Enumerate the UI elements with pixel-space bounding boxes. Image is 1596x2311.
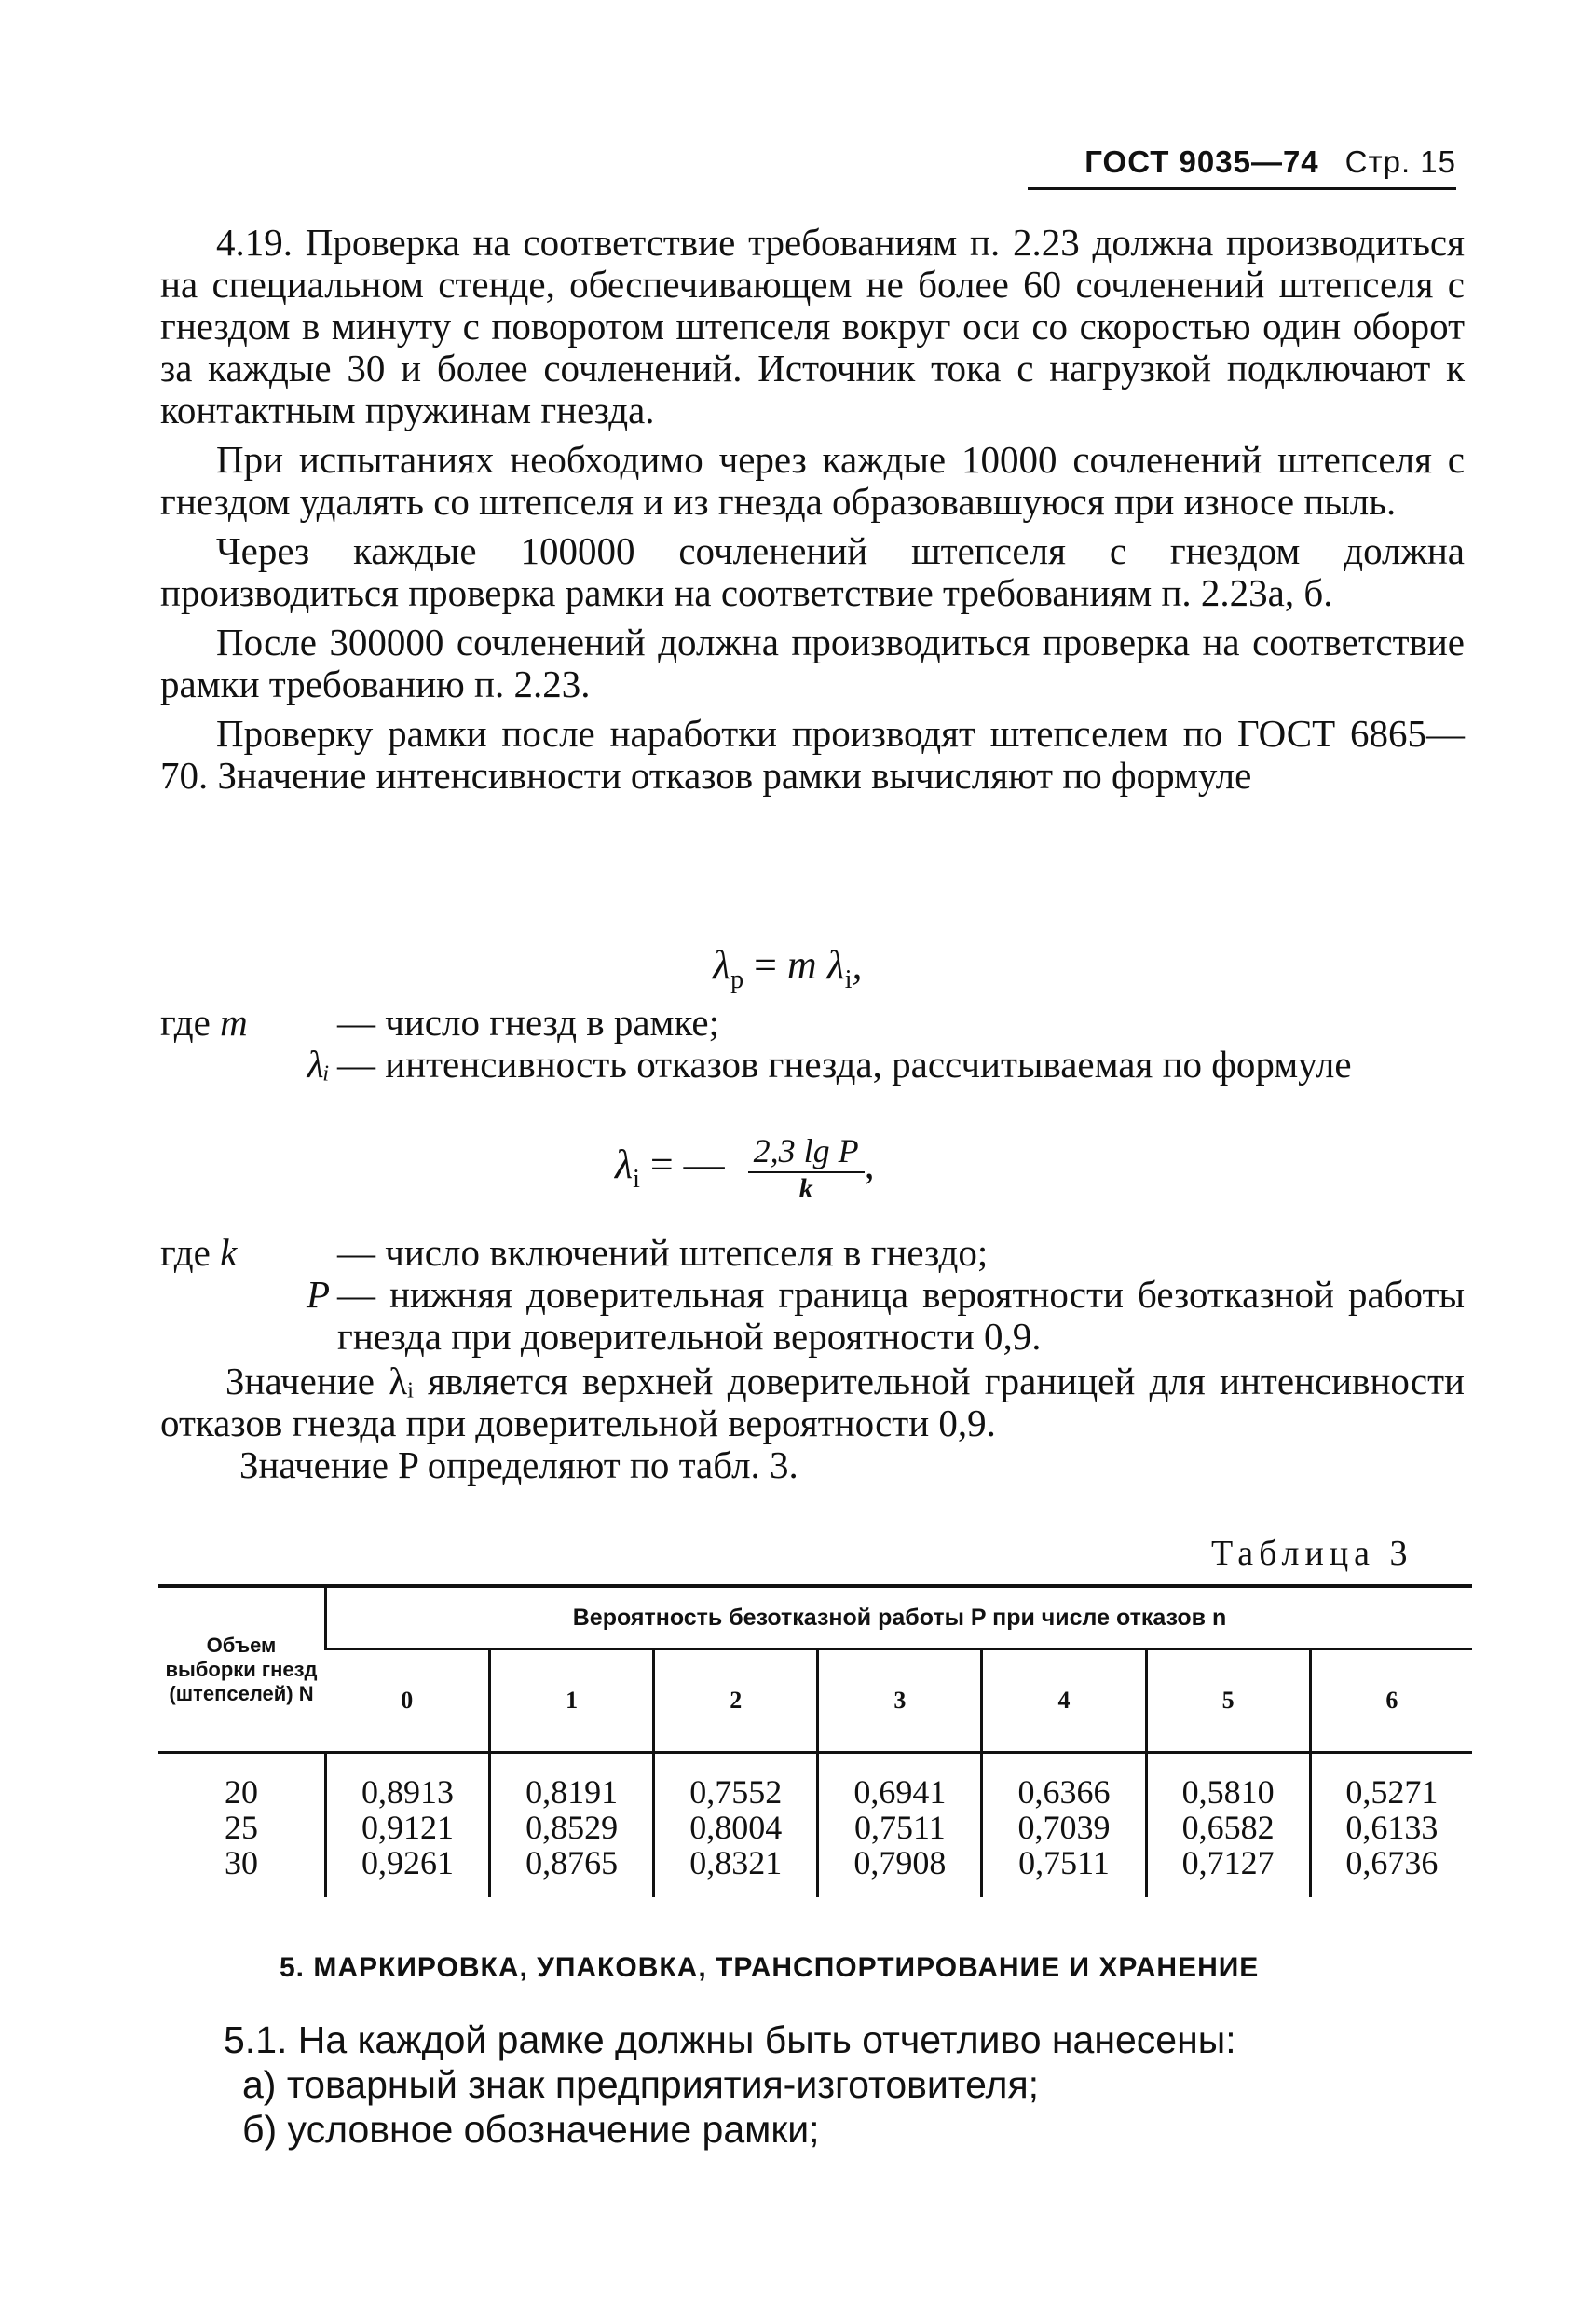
probability-cell: 0,5271 <box>1310 1753 1472 1811</box>
page-number: Стр. 15 <box>1344 144 1456 179</box>
probability-cell: 0,6133 <box>1310 1810 1472 1845</box>
formula2-lhs: λ <box>615 1142 634 1188</box>
page-header <box>1028 144 1456 190</box>
probability-cell: 0,6941 <box>818 1753 982 1811</box>
probability-cell: 0,8913 <box>326 1753 490 1811</box>
definition-m <box>160 1002 1465 1044</box>
probability-cell: 0,8321 <box>654 1845 818 1897</box>
section-title: 5. МАРКИРОВКА, УПАКОВКА, ТРАНСПОРТИРОВАНИЕ И ХРАНЕНИЕ <box>280 1952 1260 1983</box>
formula2-denominator: k <box>798 1173 813 1204</box>
paragraph-frame-check: Через каждые 100000 сочленений штепселя с гнездом должна производиться проверка рамки на соответствие требованиям п. 2.23а, б. <box>160 529 1465 614</box>
formula1-tail: , <box>852 942 863 988</box>
def-symbol: k <box>220 1231 238 1274</box>
paragraph-upper-bound: Значение λᵢ является верхней доверительной границей для интенсивности отказов гнезда при доверительной вероятности 0,9. <box>160 1360 1465 1444</box>
sample-size-cell: 30 <box>225 1844 258 1881</box>
definition-p <box>160 1274 1465 1358</box>
formula2-numerator: 2,3 lg P <box>748 1132 865 1173</box>
paragraph-table-ref: Значение P определяют по табл. 3. <box>239 1443 798 1486</box>
group-header: Вероятность безотказной работы P при числе отказов n <box>326 1586 1473 1649</box>
sample-size-cell: 20 <box>158 1753 326 1811</box>
probability-cell: 0,7511 <box>982 1845 1146 1897</box>
table-row <box>158 1810 1472 1845</box>
probability-cell: 0,8004 <box>654 1810 818 1845</box>
formula1-lhs-sub: р <box>730 965 744 994</box>
def-symbol: P <box>306 1273 330 1316</box>
definitions-1 <box>160 1002 1465 1086</box>
def-lead: где <box>160 1231 211 1274</box>
paragraph-4-19: 4.19. Проверка на соответствие требованиям п. 2.23 должна производиться на специальном стенде, обеспечивающем не более 60 сочленений штепселя с гнездом в минуту с поворотом штепселя вокруг оси со скоростью один оборот за каждые 30 и более сочленений. Источник тока с нагрузкой подключают к контактным пружинам гнезда. <box>160 221 1465 431</box>
sample-size-cell: 25 <box>225 1809 258 1846</box>
column-header: 4 <box>982 1649 1146 1753</box>
column-header: 1 <box>490 1649 654 1753</box>
row-header: Объем выборки гнезд (штепселей) N <box>158 1586 326 1753</box>
probability-cell: 0,9121 <box>326 1810 490 1845</box>
formula-socket-failure-rate <box>615 1132 875 1205</box>
probability-table <box>158 1584 1472 1897</box>
formula-frame-failure-rate <box>713 941 863 995</box>
formula1-lhs: λ <box>713 942 731 988</box>
column-header: 6 <box>1310 1649 1472 1753</box>
def-description: — число включений штепселя в гнездо; <box>337 1231 989 1274</box>
probability-cell: 0,6736 <box>1310 1845 1472 1897</box>
formula1-rhs-sub: i <box>844 965 853 994</box>
table-row <box>158 1753 1472 1811</box>
paragraph-300000: После 300000 сочленений должна производиться проверка на соответствие рамки требованию п. 2.23. <box>160 621 1465 705</box>
column-header: 2 <box>654 1649 818 1753</box>
def-description: — нижняя доверительная граница вероятности безотказной работы гнезда при доверительной вероятности 0,9. <box>337 1273 1465 1358</box>
probability-cell: 0,6582 <box>1146 1810 1310 1845</box>
def-symbol: λᵢ <box>307 1043 330 1086</box>
probability-cell: 0,7127 <box>1146 1845 1310 1897</box>
probability-cell: 0,8191 <box>490 1753 654 1811</box>
column-header: 3 <box>818 1649 982 1753</box>
probability-cell: 0,7908 <box>818 1845 982 1897</box>
formula1-eq: = <box>743 942 787 988</box>
def-symbol: m <box>220 1001 248 1044</box>
definition-k <box>160 1232 1465 1274</box>
closing-text <box>160 1361 1465 1486</box>
formula2-tail: , <box>864 1142 875 1188</box>
probability-cell: 0,6366 <box>982 1753 1146 1811</box>
probability-cell: 0,9261 <box>326 1845 490 1897</box>
list-item: б) условное обозначение рамки; <box>242 2108 820 2151</box>
probability-cell: 0,8529 <box>490 1810 654 1845</box>
list-lead: 5.1. На каждой рамке должны быть отчетливо нанесены: <box>224 2018 1236 2061</box>
table-row <box>158 1845 1472 1897</box>
list-item: а) товарный знак предприятия-изготовителя; <box>242 2063 1040 2106</box>
probability-cell: 0,7039 <box>982 1810 1146 1845</box>
probability-cell: 0,7552 <box>654 1753 818 1811</box>
paragraph-dust: При испытаниях необходимо через каждые 10000 сочленений штепселя с гнездом удалять со штепселя и из гнезда образовавшуюся при износе пыль. <box>160 438 1465 523</box>
column-header: 0 <box>401 1687 414 1714</box>
formula2-fraction <box>748 1132 865 1205</box>
marking-list <box>224 2017 1236 2152</box>
formula1-rhs: m λ <box>786 942 845 988</box>
formula2-eq: = — <box>639 1142 735 1188</box>
standard-number: ГОСТ 9035—74 <box>1084 144 1319 179</box>
def-description: — число гнезд в рамке; <box>337 1001 719 1044</box>
definition-lambda-i <box>160 1044 1465 1086</box>
table-caption: Таблица 3 <box>1211 1534 1413 1573</box>
paragraph-formula-intro: Проверку рамки после наработки производят штепселем по ГОСТ 6865—70. Значение интенсивности отказов рамки вычисляют по формуле <box>160 712 1465 797</box>
def-description: — интенсивность отказов гнезда, рассчитываемая по формуле <box>337 1043 1352 1086</box>
probability-cell: 0,5810 <box>1146 1753 1310 1811</box>
def-lead: где <box>160 1001 211 1044</box>
definitions-2 <box>160 1232 1465 1358</box>
probability-cell: 0,8765 <box>490 1845 654 1897</box>
intro-text <box>160 222 1465 797</box>
formula2-lhs-sub: i <box>633 1165 640 1195</box>
probability-cell: 0,7511 <box>818 1810 982 1845</box>
column-header: 5 <box>1146 1649 1310 1753</box>
